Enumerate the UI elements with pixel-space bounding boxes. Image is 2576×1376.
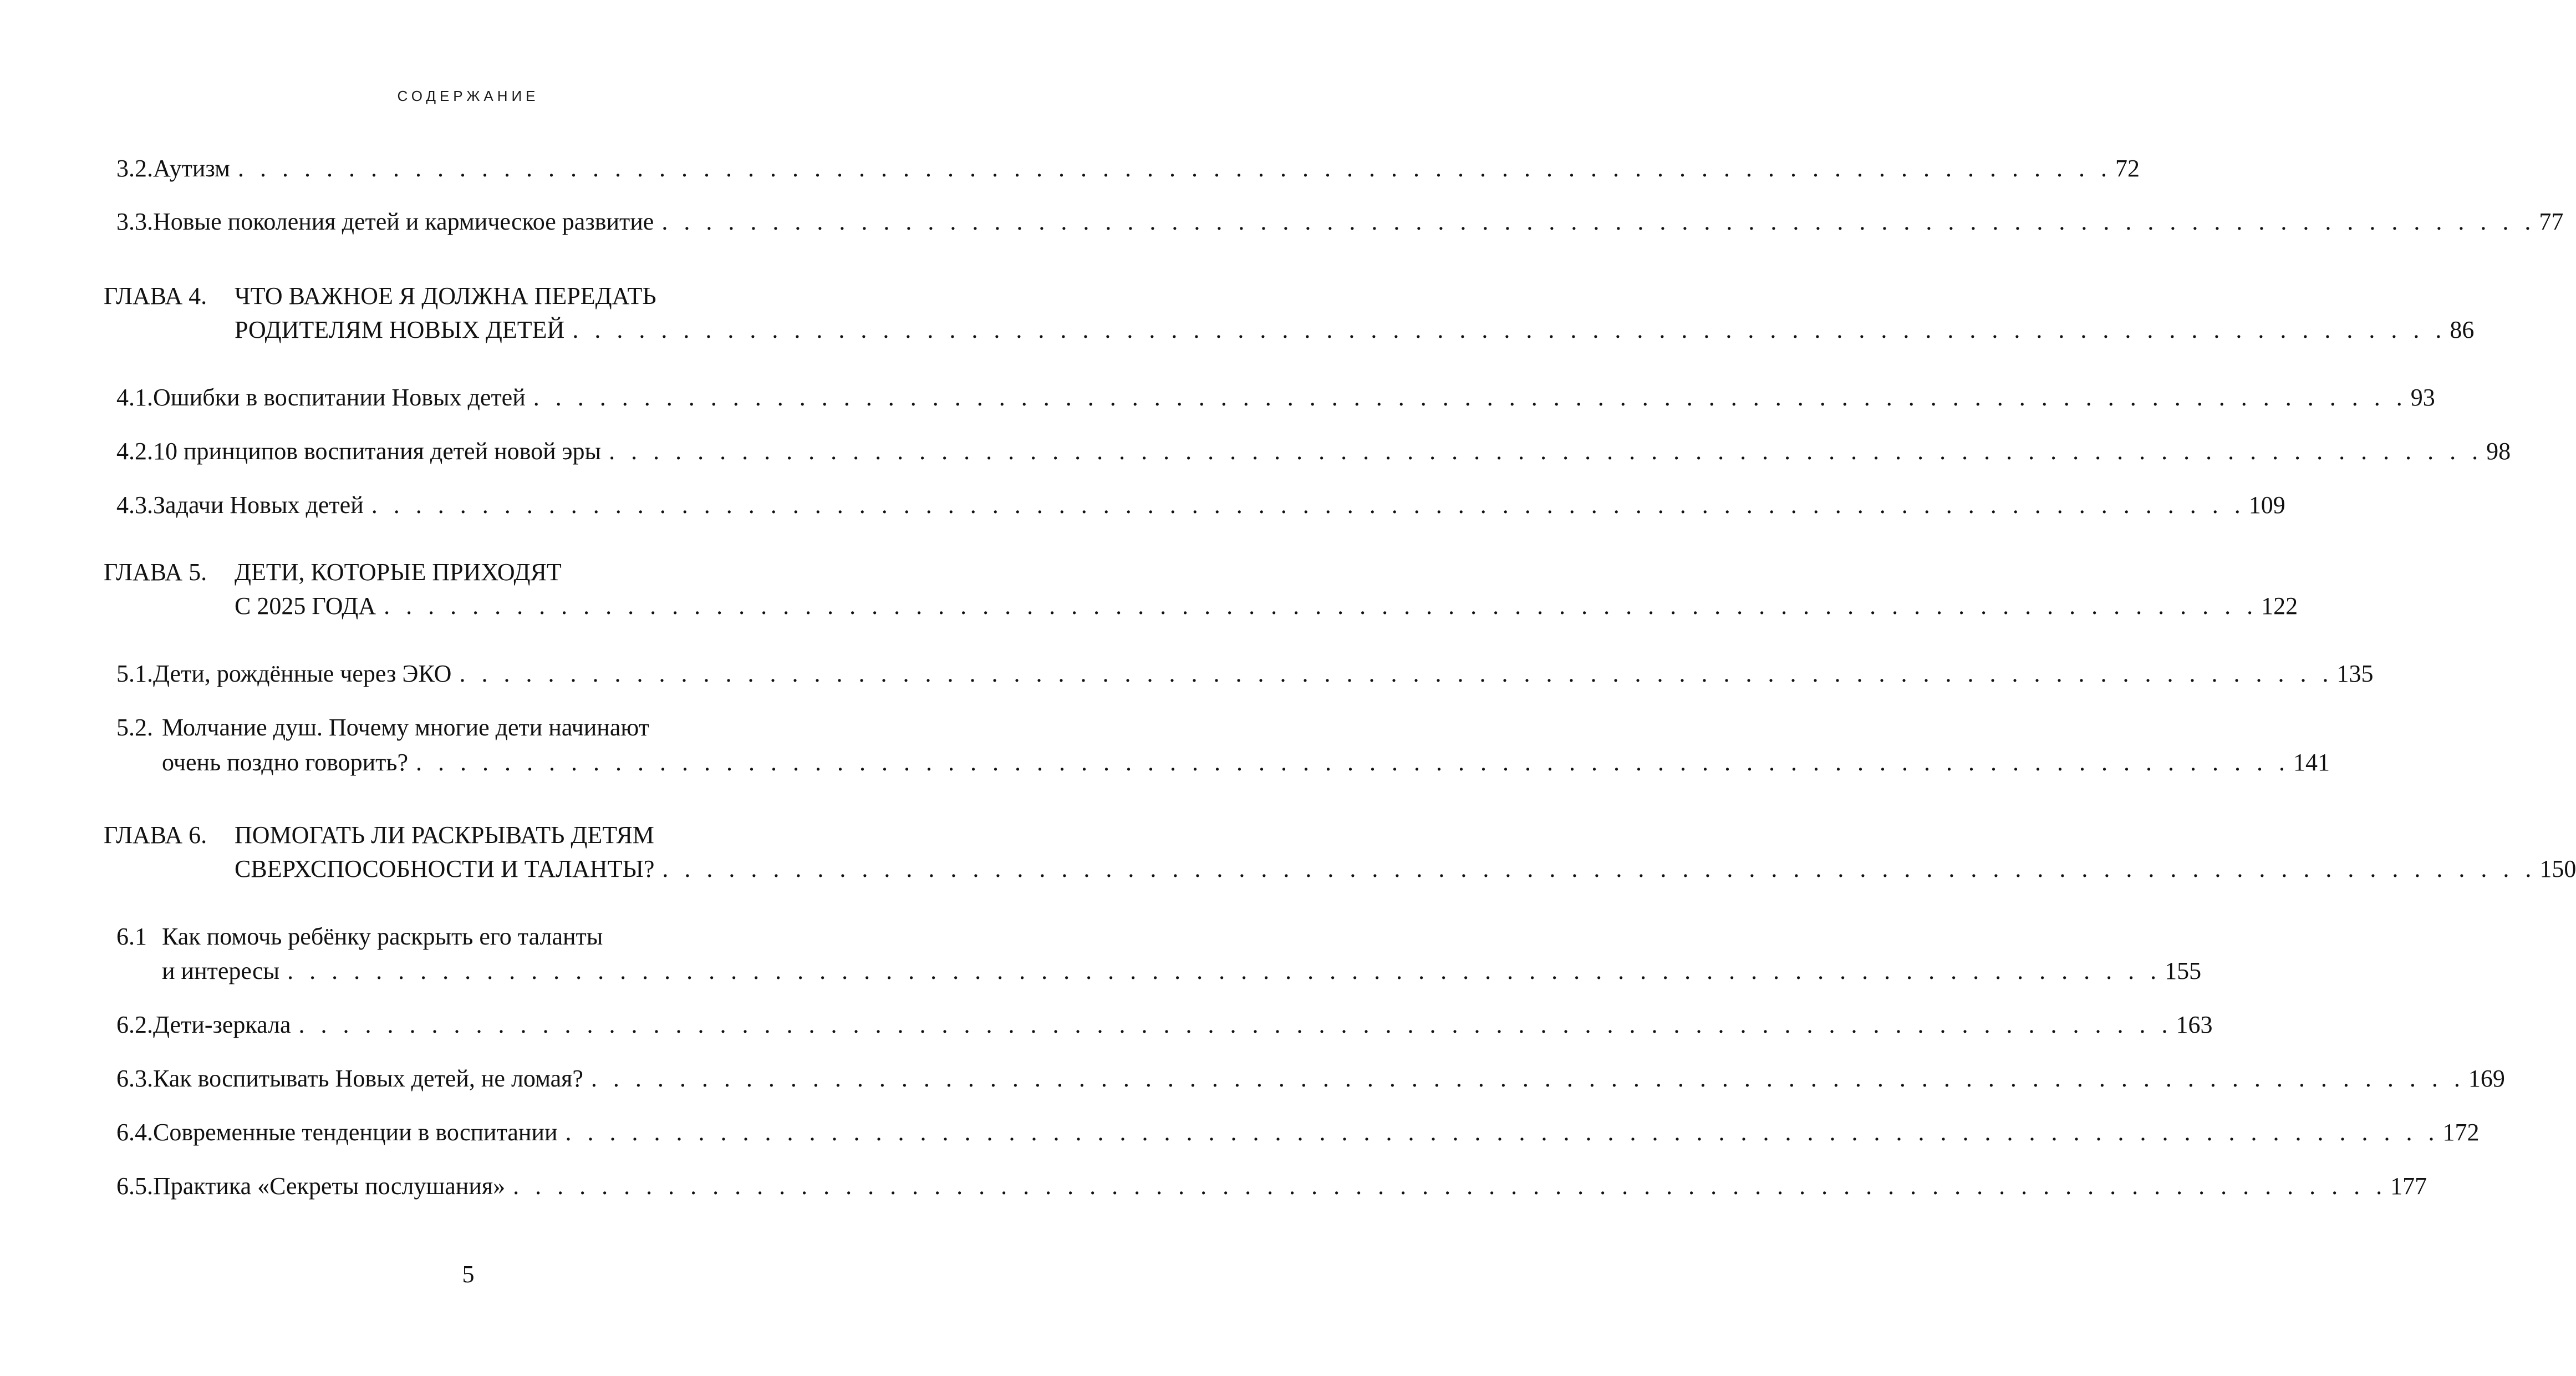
entry-title: Современные тенденции в воспитании — [153, 1119, 558, 1146]
page-number: 5 — [462, 1261, 475, 1288]
entry-title-line2: очень поздно говорить? — [162, 749, 408, 776]
entry-number: 6.1 — [116, 923, 147, 950]
leader-dots: . . . . . . . . . . . . . . . . . . . . . . . . . . . . . . . . . . . . . . . . . . . . . . . . . . . . . . . . . . . . . . . . . . . . . . . . . . . . . . . . . . . . . — [416, 749, 2290, 776]
entry-number: 4.1. — [116, 384, 153, 411]
entry-number: 3.2. — [116, 155, 153, 182]
leader-dots: . . . . . . . . . . . . . . . . . . . . . . . . . . . . . . . . . . . . . . . . . . . . . . . . . . . . . . . . . . . . . . . . . . . . . . . . . . . . . . . . . . . . . — [590, 1065, 2465, 1092]
chapter-title-line2: СВЕРХСПОСОБНОСТИ И ТАЛАНТЫ? — [235, 855, 655, 882]
leader-dots: . . . . . . . . . . . . . . . . . . . . . . . . . . . . . . . . . . . . . . . . . . . . . . . . . . . . . . . . . . . . . . . . . . . . . . . . . . . . . . . . . . . . . — [298, 1011, 2173, 1038]
entry-title: 10 принципов воспитания детей новой эры — [153, 438, 602, 465]
chapter-title-line1: ДЕТИ, КОТОРЫЕ ПРИХОДЯТ — [235, 558, 562, 586]
entry-page: 135 — [2336, 660, 2374, 687]
leader-dots: . . . . . . . . . . . . . . . . . . . . . . . . . . . . . . . . . . . . . . . . . . . . . . . . . . . . . . . . . . . . . . . . . . . . . . . . . . . . . . . . . . . . . — [533, 384, 2407, 411]
entry-title: Как воспитывать Новых детей, не ломая? — [153, 1065, 583, 1092]
entry-number: 5.1. — [116, 660, 153, 687]
chapter-6-continuation[interactable] — [235, 855, 2576, 882]
running-head: СОДЕРЖАНИЕ — [397, 88, 539, 104]
leader-dots: . . . . . . . . . . . . . . . . . . . . . . . . . . . . . . . . . . . . . . . . . . . . . . . . . . . . . . . . . . . . . . . . . . . . . . . . . . . . . . . . . . . . . — [572, 316, 2447, 343]
entry-page: 155 — [2165, 957, 2202, 984]
leader-dots: . . . . . . . . . . . . . . . . . . . . . . . . . . . . . . . . . . . . . . . . . . . . . . . . . . . . . . . . . . . . . . . . . . . . . . . . . . . . . . . . . . . . . — [565, 1119, 2440, 1146]
entry-title: Практика «Секреты послушания» — [153, 1172, 506, 1200]
toc-entry-4-3[interactable] — [116, 491, 2285, 519]
entry-title-line1: Как помочь ребёнку раскрыть его таланты — [162, 923, 603, 950]
entry-title-line1: Молчание душ. Почему многие дети начинают — [162, 714, 649, 741]
entry-number: 6.2. — [116, 1011, 153, 1038]
entry-number: 4.2. — [116, 438, 153, 465]
entry-number: 5.2. — [116, 714, 153, 741]
entry-number: 6.3. — [116, 1065, 153, 1092]
leader-dots: . . . . . . . . . . . . . . . . . . . . . . . . . . . . . . . . . . . . . . . . . . . . . . . . . . . . . . . . . . . . . . . . . . . . . . . . . . . . . . . . . . . . . — [384, 592, 2258, 620]
entry-title: Ошибки в воспитании Новых детей — [153, 384, 526, 411]
toc-entry-6-1-continuation[interactable] — [162, 957, 2202, 984]
entry-page: 177 — [2390, 1172, 2427, 1200]
entry-title: Новые поколения детей и кармическое развитие — [153, 208, 654, 235]
toc-entry-4-1[interactable] — [116, 384, 2435, 411]
entry-title-line2: и интересы — [162, 957, 280, 984]
entry-page: 86 — [2450, 316, 2475, 343]
chapter-title-line2: РОДИТЕЛЯМ НОВЫХ ДЕТЕЙ — [235, 316, 565, 343]
toc-entry-4-2[interactable] — [116, 438, 2511, 465]
entry-page: 150 — [2539, 855, 2576, 882]
entry-page: 122 — [2261, 592, 2298, 620]
entry-page: 98 — [2486, 438, 2511, 465]
chapter-5-heading[interactable] — [104, 560, 562, 585]
toc-entry-3-3[interactable] — [116, 208, 2564, 235]
entry-number: 3.3. — [116, 208, 153, 235]
leader-dots: . . . . . . . . . . . . . . . . . . . . . . . . . . . . . . . . . . . . . . . . . . . . . . . . . . . . . . . . . . . . . . . . . . . . . . . . . . . . . . . . . . . . . — [287, 957, 2162, 984]
chapter-number: ГЛАВА 5. — [104, 558, 207, 586]
chapter-number: ГЛАВА 4. — [104, 282, 207, 309]
entry-number: 4.3. — [116, 491, 153, 519]
entry-page: 163 — [2176, 1011, 2213, 1038]
chapter-5-continuation[interactable] — [235, 592, 2298, 620]
entry-page: 93 — [2410, 384, 2435, 411]
chapter-6-heading[interactable] — [104, 823, 654, 847]
leader-dots: . . . . . . . . . . . . . . . . . . . . . . . . . . . . . . . . . . . . . . . . . . . . . . . . . . . . . . . . . . . . . . . . . . . . . . . . . . . . . . . . . . . . . — [609, 438, 2483, 465]
leader-dots: . . . . . . . . . . . . . . . . . . . . . . . . . . . . . . . . . . . . . . . . . . . . . . . . . . . . . . . . . . . . . . . . . . . . . . . . . . . . . . . . . . . . . — [371, 491, 2246, 519]
chapter-title-line2: С 2025 ГОДА — [235, 592, 376, 620]
entry-number: 6.5. — [116, 1172, 153, 1200]
toc-entry-3-2[interactable] — [116, 155, 2140, 182]
leader-dots: . . . . . . . . . . . . . . . . . . . . . . . . . . . . . . . . . . . . . . . . . . . . . . . . . . . . . . . . . . . . . . . . . . . . . . . . . . . . . . . . . . . . . — [513, 1172, 2387, 1200]
leader-dots: . . . . . . . . . . . . . . . . . . . . . . . . . . . . . . . . . . . . . . . . . . . . . . . . . . . . . . . . . . . . . . . . . . . . . . . . . . . . . . . . . . . . . — [662, 855, 2537, 882]
toc-entry-6-1[interactable] — [116, 925, 603, 949]
entry-page: 141 — [2293, 749, 2330, 776]
entry-page: 77 — [2539, 208, 2564, 235]
entry-title: Дети-зеркала — [153, 1011, 291, 1038]
entry-number: 6.4. — [116, 1119, 153, 1146]
entry-page: 172 — [2442, 1119, 2480, 1146]
entry-page: 72 — [2115, 155, 2140, 182]
entry-title: Дети, рождённые через ЭКО — [153, 660, 452, 687]
entry-page: 109 — [2248, 491, 2285, 519]
chapter-title-line1: ПОМОГАТЬ ЛИ РАСКРЫВАТЬ ДЕТЯМ — [235, 821, 654, 849]
leader-dots: . . . . . . . . . . . . . . . . . . . . . . . . . . . . . . . . . . . . . . . . . . . . . . . . . . . . . . . . . . . . . . . . . . . . . . . . . . . . . . . . . . . . . — [661, 208, 2536, 235]
leader-dots: . . . . . . . . . . . . . . . . . . . . . . . . . . . . . . . . . . . . . . . . . . . . . . . . . . . . . . . . . . . . . . . . . . . . . . . . . . . . . . . . . . . . . — [237, 155, 2112, 182]
leader-dots: . . . . . . . . . . . . . . . . . . . . . . . . . . . . . . . . . . . . . . . . . . . . . . . . . . . . . . . . . . . . . . . . . . . . . . . . . . . . . . . . . . . . . — [459, 660, 2334, 687]
toc-entry-6-4[interactable] — [116, 1119, 2480, 1146]
toc-entry-5-1[interactable] — [116, 660, 2374, 687]
chapter-4-continuation[interactable] — [235, 316, 2475, 343]
entry-title: Аутизм — [153, 155, 230, 182]
entry-title: Задачи Новых детей — [153, 491, 364, 519]
toc-entry-5-2-continuation[interactable] — [162, 749, 2330, 776]
toc-entry-6-5[interactable] — [116, 1172, 2427, 1200]
toc-entry-6-2[interactable] — [116, 1011, 2213, 1038]
chapter-number: ГЛАВА 6. — [104, 821, 207, 849]
chapter-4-heading[interactable] — [104, 284, 656, 308]
entry-page: 169 — [2468, 1065, 2505, 1092]
toc-entry-5-2[interactable] — [116, 715, 649, 740]
toc-entry-6-3[interactable] — [116, 1065, 2505, 1092]
chapter-title-line1: ЧТО ВАЖНОЕ Я ДОЛЖНА ПЕРЕДАТЬ — [235, 282, 656, 309]
